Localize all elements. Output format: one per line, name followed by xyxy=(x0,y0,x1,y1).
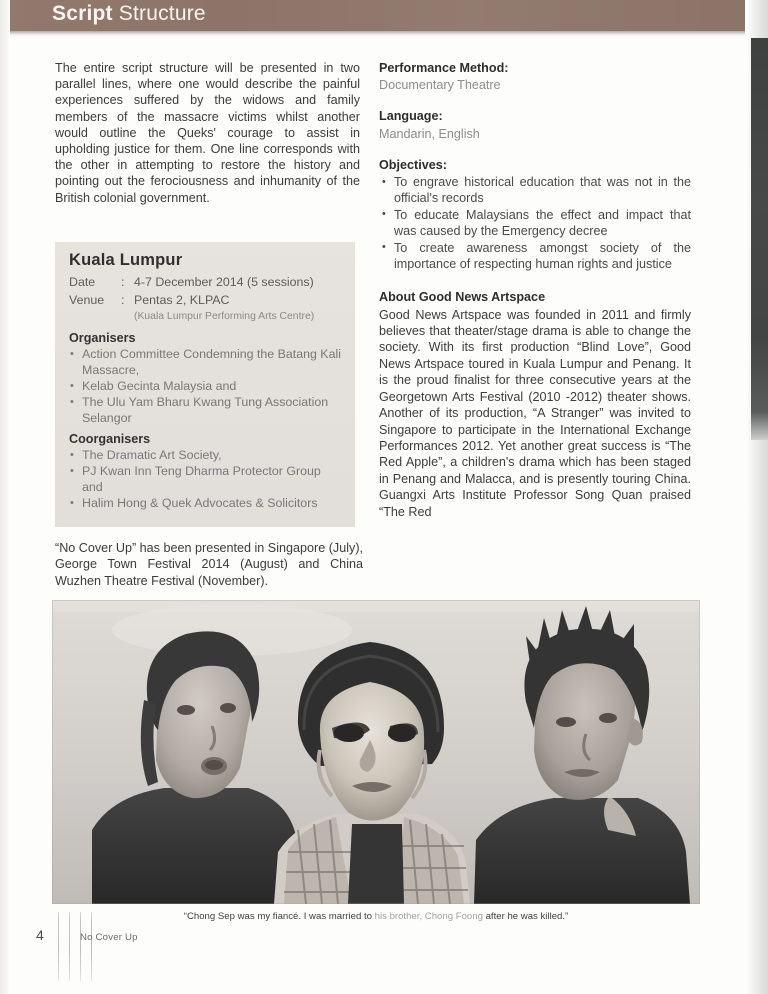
list-item: • To educate Malaysians the effect and impact that was caused by the Emergency decree xyxy=(381,207,691,240)
organisers-heading: Organisers xyxy=(69,331,136,345)
footer-rule-mark xyxy=(58,912,59,982)
page-title xyxy=(52,0,206,29)
footer-rule-marks-icon xyxy=(58,912,92,982)
page-left-shadow xyxy=(0,0,10,994)
photo-caption xyxy=(52,911,700,922)
language-heading: Language: xyxy=(379,109,443,124)
page-number: 4 xyxy=(36,927,44,943)
footer-rule-mark xyxy=(69,912,70,982)
objectives-list xyxy=(381,174,691,272)
list-item: • Action Committee Condemning the Batang Kali Massacre, xyxy=(69,346,343,378)
organisers-list xyxy=(69,346,343,426)
page-title-strong: Script xyxy=(52,2,113,25)
performance-method-heading: Performance Method: xyxy=(379,61,509,75)
stage-photograph xyxy=(52,600,700,904)
list-item: • To create awareness amongst society of the importance of respecting human rights and justice xyxy=(381,240,691,273)
venue-label: Venue xyxy=(69,293,105,307)
scan-dark-strip xyxy=(751,38,768,440)
footer-rule-mark xyxy=(80,912,81,982)
footer-rule-mark xyxy=(91,912,92,982)
about-heading: About Good News Artspace xyxy=(379,290,546,305)
list-item: • The Ulu Yam Bharu Kwang Tung Association Selangor xyxy=(69,394,343,426)
info-box-venue-row xyxy=(69,292,343,309)
list-item: • Kelab Gecinta Malaysia and xyxy=(69,378,343,394)
stage-photograph-image xyxy=(52,600,700,904)
page-title-light: Structure xyxy=(118,2,206,25)
language-value: Mandarin, English xyxy=(379,126,480,141)
photo-caption-faded: his brother, Chong Foong xyxy=(374,911,486,922)
about-paragraph: Good News Artspace was founded in 2011 and firmly believes that theater/stage drama is able to change the society. With its first production “Blind Love”, Good News Artspace toured in Kuala Lumpur and Penang. It is the proud finalist for three consecutive years at the Georgetown Arts Festival (2010 -2012) theater shows. Another of its production, “A Stranger” was invited to Singapore to participate in the International Exchange Performances 2012. Yet another great success is “The Red Apple”, a children's drama which has been staged in Penang and Malacca, and is presently touring China. Guangxi Arts Institute Professor Song Quan praised “The Red xyxy=(379,307,691,519)
kuala-lumpur-info-box xyxy=(55,242,355,527)
header-bar-shadow xyxy=(0,31,760,37)
date-colon: : xyxy=(121,275,125,289)
info-box-date-row xyxy=(69,274,343,291)
list-item: • Halim Hong & Quek Advocates & Solicitors xyxy=(69,495,343,511)
right-column xyxy=(379,60,691,520)
footer-book-title: No Cover Up xyxy=(80,932,138,943)
performance-method-value: Documentary Theatre xyxy=(379,78,501,93)
touring-paragraph: “No Cover Up” has been presented in Singapore (July), George Town Festival 2014 (August) and China Wuzhen Theatre Festival (November). xyxy=(55,541,364,588)
photo-caption-lead: “Chong Sep was my fiancé. I was married to xyxy=(183,911,375,922)
venue-colon: : xyxy=(121,293,125,307)
date-label: Date xyxy=(69,275,96,289)
venue-value: Pentas 2, KLPAC xyxy=(134,293,230,307)
objectives-heading: Objectives: xyxy=(379,157,447,172)
list-item: • PJ Kwan Inn Teng Dharma Protector Group and xyxy=(69,463,343,495)
venue-subtitle: (Kuala Lumpur Performing Arts Centre) xyxy=(134,311,315,322)
photo-caption-tail: after he was killed.” xyxy=(485,911,569,922)
left-column xyxy=(55,60,360,206)
info-box-city: Kuala Lumpur xyxy=(69,251,183,269)
coorganisers-list xyxy=(69,447,343,511)
list-item: • To engrave historical education that was not in the official's records xyxy=(381,174,691,207)
coorganisers-heading: Coorganisers xyxy=(69,432,151,446)
intro-paragraph: The entire script structure will be presented in two parallel lines, where one would describe the painful experiences suffered by the widows and family members of the massacre victims whilst another would outline the Queks' courage to assist in upholding justice for them. One line corresponds with the other in attempting to restore the history and pointing out the ferociousness and inhumanity of the British colonial government. xyxy=(55,61,360,205)
list-item: • The Dramatic Art Society, xyxy=(69,447,343,463)
date-value: 4-7 December 2014 (5 sessions) xyxy=(134,275,314,289)
